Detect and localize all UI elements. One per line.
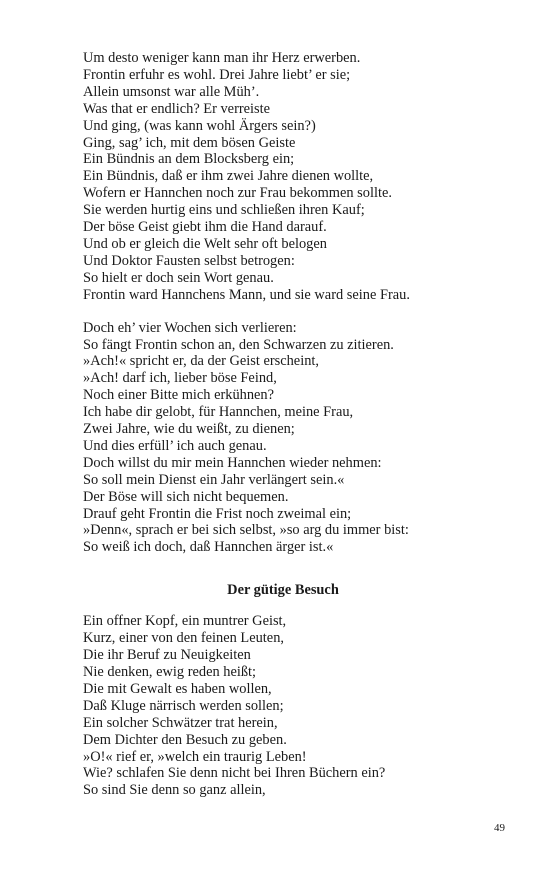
- verse-line: Noch einer Bitte mich erkühnen?: [83, 387, 275, 404]
- verse-line: Nie denken, ewig reden heißt;: [83, 664, 257, 680]
- verse-line: Ich habe dir gelobt, für Hannchen, meine Frau,: [83, 404, 354, 421]
- verse-line: »O!« rief er, »welch ein traurig Leben!: [83, 748, 307, 765]
- verse-line: Die mit Gewalt es haben wollen,: [83, 680, 272, 697]
- verse-line: Und ob er gleich die Welt sehr oft belogen: [83, 235, 327, 252]
- verse-line: Allein umsonst war alle Müh’.: [83, 83, 260, 100]
- verse-line: Sie werden hurtig eins und schließen ihren Kauf;: [83, 202, 365, 219]
- verse-line: Die ihr Beruf zu Neuigkeiten: [83, 647, 251, 664]
- poem-title: Der gütige Besuch: [227, 582, 339, 599]
- stanza-2: [83, 320, 483, 557]
- verse-line: Ein Bündnis an dem Blocksberg ein;: [83, 151, 295, 168]
- stanza-3: [83, 613, 483, 799]
- verse-line: »Denn«, sprach er bei sich selbst, »so arg du immer bist:: [83, 522, 409, 539]
- verse-line: So hielt er doch sein Wort genau.: [83, 269, 274, 286]
- verse-line: Wie? schlafen Sie denn nicht bei Ihren Büchern ein?: [83, 765, 386, 782]
- verse-line: Doch willst du mir mein Hannchen wieder nehmen:: [83, 454, 382, 471]
- verse-line: Und dies erfüll’ ich auch genau.: [83, 437, 267, 454]
- verse-line: »Ach!« spricht er, da der Geist erscheint,: [83, 353, 319, 370]
- verse-line: Ein Bündnis, daß er ihm zwei Jahre dienen wollte,: [83, 168, 374, 185]
- page-body: [83, 50, 483, 799]
- verse-line: So sind Sie denn so ganz allein,: [83, 782, 266, 799]
- verse-line: Drauf geht Frontin die Frist noch zweimal ein;: [83, 505, 352, 522]
- verse-line: So soll mein Dienst ein Jahr verlängert sein.«: [83, 471, 345, 488]
- verse-line: Und Doktor Fausten selbst betrogen:: [83, 252, 295, 269]
- stanza-1: [83, 50, 483, 304]
- verse-line: Um desto weniger kann man ihr Herz erwerben.: [83, 50, 361, 66]
- verse-line: Frontin erfuhr es wohl. Drei Jahre liebt’ er sie;: [83, 66, 351, 83]
- verse-line: Der Böse will sich nicht bequemen.: [83, 488, 289, 505]
- verse-line: So fängt Frontin schon an, den Schwarzen zu zitieren.: [83, 336, 394, 353]
- verse-line: Der böse Geist giebt ihm die Hand darauf.: [83, 219, 327, 236]
- page-number: 49: [494, 822, 505, 834]
- verse-line: Frontin ward Hannchens Mann, und sie ward seine Frau.: [83, 286, 410, 303]
- verse-line: Wofern er Hannchen noch zur Frau bekommen sollte.: [83, 185, 392, 202]
- verse-line: Und ging, (was kann wohl Ärgers sein?): [83, 117, 316, 134]
- verse-line: Ein offner Kopf, ein muntrer Geist,: [83, 613, 287, 630]
- verse-line: Ein solcher Schwätzer trat herein,: [83, 714, 278, 731]
- verse-line: Zwei Jahre, wie du weißt, zu dienen;: [83, 421, 295, 438]
- verse-line: Ging, sag’ ich, mit dem bösen Geiste: [83, 134, 296, 151]
- verse-line: »Ach! darf ich, lieber böse Feind,: [83, 370, 277, 387]
- verse-line: Was that er endlich? Er verreiste: [83, 100, 271, 117]
- verse-line: Dem Dichter den Besuch zu geben.: [83, 731, 287, 748]
- verse-line: So weiß ich doch, daß Hannchen ärger ist.«: [83, 539, 334, 556]
- verse-line: Doch eh’ vier Wochen sich verlieren:: [83, 319, 297, 336]
- verse-line: Daß Kluge närrisch werden sollen;: [83, 697, 284, 714]
- verse-line: Kurz, einer von den feinen Leuten,: [83, 630, 284, 647]
